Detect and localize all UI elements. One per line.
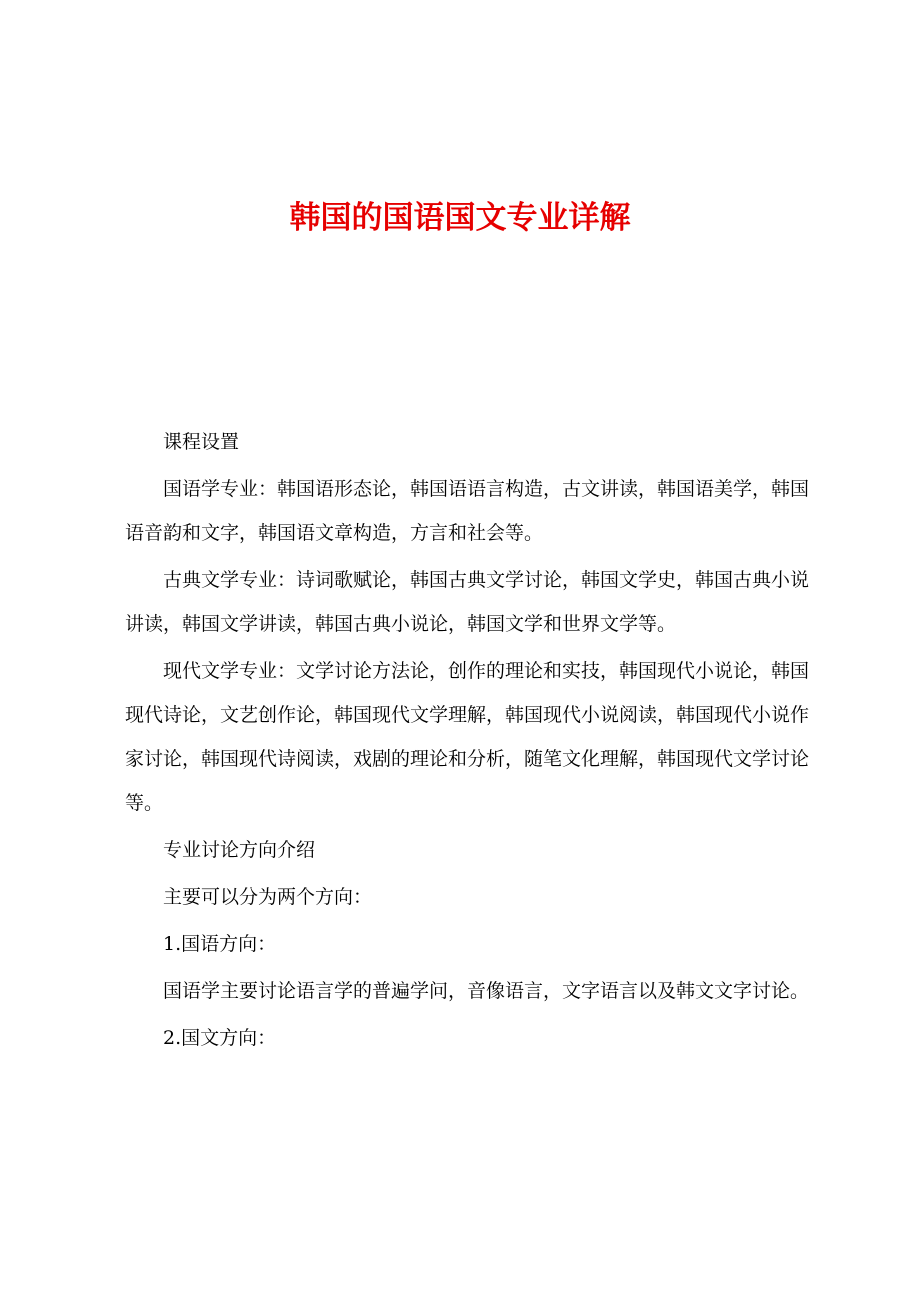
paragraph-linguistics-description: 国语学主要讨论语言学的普遍学问，音像语言，文字语言以及韩文文字讨论。 <box>163 980 810 1002</box>
document-title: 韩国的国语国文专业详解 <box>289 200 631 236</box>
paragraph-direction-heading: 专业讨论方向介绍 <box>163 839 316 861</box>
paragraph-linguistics-major: 国语学专业：韩国语形态论，韩国语语言构造，古文讲读，韩国语美学，韩国语音韵和文字，韩国语文章构造，方言和社会等。 <box>125 478 810 544</box>
paragraph-literature-direction: 2.国文方向： <box>163 1027 277 1049</box>
paragraph-course-heading: 课程设置 <box>163 431 240 453</box>
paragraph-two-directions: 主要可以分为两个方向： <box>163 886 373 908</box>
paragraph-modern-literature-major: 现代文学专业：文学讨论方法论，创作的理论和实技，韩国现代小说论，韩国现代诗论，文艺创作论，韩国现代文学理解，韩国现代小说阅读，韩国现代小说作家讨论，韩国现代诗阅读，戏剧的理论和分析，随笔文化理解，韩国现代文学讨论等。 <box>125 660 810 814</box>
paragraph-classical-literature-major: 古典文学专业：诗词歌赋论，韩国古典文学讨论，韩国文学史，韩国古典小说讲读，韩国文学讲读，韩国古典小说论，韩国文学和世界文学等。 <box>125 569 810 635</box>
paragraph-linguistics-direction: 1.国语方向： <box>163 933 277 955</box>
document-body <box>125 420 809 1063</box>
